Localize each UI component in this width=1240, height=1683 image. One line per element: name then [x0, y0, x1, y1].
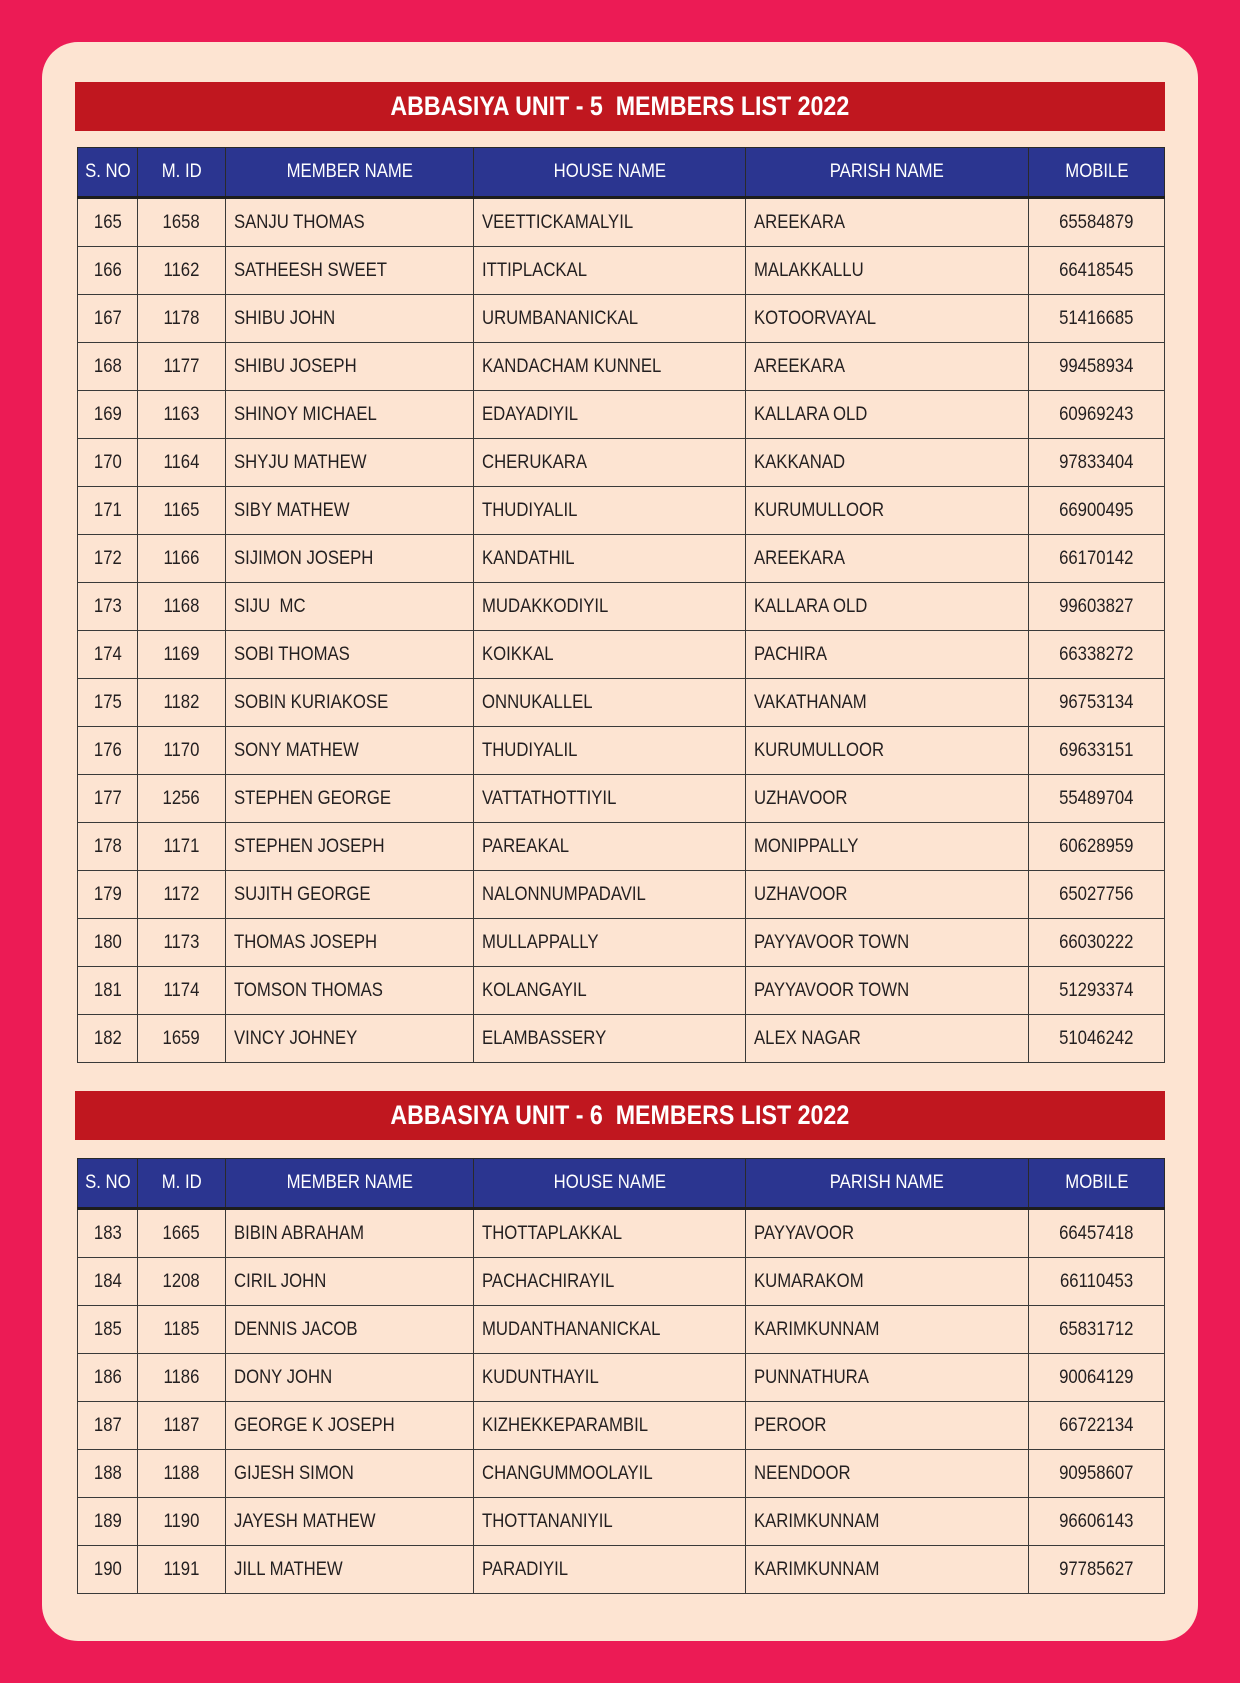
cell-sno: 165 [78, 198, 138, 247]
cell-mid: 1172 [138, 871, 226, 919]
cell-member-name: SHIBU JOSEPH [226, 343, 474, 391]
header-parish-name: PARISH NAME [746, 1159, 1029, 1209]
cell-parish-name: ALEX NAGAR [746, 1015, 1029, 1063]
cell-mid: 1177 [138, 343, 226, 391]
cell-sno: 181 [78, 967, 138, 1015]
cell-parish-name: KURUMULLOOR [746, 487, 1029, 535]
cell-member-name: SATHEESH SWEET [226, 247, 474, 295]
cell-mobile: 69633151 [1029, 727, 1165, 775]
cell-house-name: MUDAKKODIYIL [474, 583, 746, 631]
table-row [78, 439, 1165, 487]
unit6-title [75, 1091, 1165, 1140]
cell-member-name: SHINOY MICHAEL [226, 391, 474, 439]
cell-mid: 1168 [138, 583, 226, 631]
cell-house-name: ONNUKALLEL [474, 679, 746, 727]
cell-sno: 188 [78, 1450, 138, 1498]
table-row [78, 487, 1165, 535]
cell-mid: 1208 [138, 1258, 226, 1306]
cell-house-name: THOTTANANIYIL [474, 1498, 746, 1546]
cell-parish-name: AREEKARA [746, 343, 1029, 391]
cell-house-name: KUDUNTHAYIL [474, 1354, 746, 1402]
cell-parish-name: KURUMULLOOR [746, 727, 1029, 775]
cell-sno: 190 [78, 1546, 138, 1594]
cell-member-name: DENNIS JACOB [226, 1306, 474, 1354]
cell-house-name: CHANGUMMOOLAYIL [474, 1450, 746, 1498]
cell-sno: 170 [78, 439, 138, 487]
table-header-row [78, 1159, 1165, 1209]
cell-parish-name: PEROOR [746, 1402, 1029, 1450]
cell-sno: 176 [78, 727, 138, 775]
cell-mobile: 65027756 [1029, 871, 1165, 919]
cell-parish-name: AREEKARA [746, 198, 1029, 247]
header-mid: M. ID [138, 148, 226, 198]
cell-mid: 1164 [138, 439, 226, 487]
cell-mobile: 65584879 [1029, 198, 1165, 247]
cell-mobile: 60969243 [1029, 391, 1165, 439]
cell-member-name: SHIBU JOHN [226, 295, 474, 343]
cell-parish-name: KAKKANAD [746, 439, 1029, 487]
cell-house-name: MULLAPPALLY [474, 919, 746, 967]
header-member-name: MEMBER NAME [226, 148, 474, 198]
cell-member-name: JAYESH MATHEW [226, 1498, 474, 1546]
cell-sno: 166 [78, 247, 138, 295]
cell-house-name: CHERUKARA [474, 439, 746, 487]
table-row [78, 535, 1165, 583]
cell-mid: 1162 [138, 247, 226, 295]
cell-mobile: 97785627 [1029, 1546, 1165, 1594]
table-row [78, 1209, 1165, 1258]
cell-member-name: SOBI THOMAS [226, 631, 474, 679]
cell-mid: 1170 [138, 727, 226, 775]
cell-parish-name: MONIPPALLY [746, 823, 1029, 871]
cell-member-name: SIBY MATHEW [226, 487, 474, 535]
cell-house-name: THUDIYALIL [474, 727, 746, 775]
header-mid: M. ID [138, 1159, 226, 1209]
cell-mobile: 66110453 [1029, 1258, 1165, 1306]
table-row [78, 1015, 1165, 1063]
cell-parish-name: KALLARA OLD [746, 391, 1029, 439]
cell-mobile: 66338272 [1029, 631, 1165, 679]
cell-house-name: ITTIPLACKAL [474, 247, 746, 295]
cell-sno: 169 [78, 391, 138, 439]
cell-parish-name: PUNNATHURA [746, 1354, 1029, 1402]
cell-mid: 1173 [138, 919, 226, 967]
cell-sno: 182 [78, 1015, 138, 1063]
table-row [78, 1354, 1165, 1402]
cell-mid: 1182 [138, 679, 226, 727]
cell-mid: 1665 [138, 1209, 226, 1258]
cell-parish-name: UZHAVOOR [746, 871, 1029, 919]
table-row [78, 631, 1165, 679]
cell-sno: 167 [78, 295, 138, 343]
cell-sno: 172 [78, 535, 138, 583]
cell-house-name: PAREAKAL [474, 823, 746, 871]
cell-mobile: 66030222 [1029, 919, 1165, 967]
cell-mid: 1188 [138, 1450, 226, 1498]
cell-sno: 183 [78, 1209, 138, 1258]
header-mobile: MOBILE [1029, 148, 1165, 198]
cell-parish-name: KUMARAKOM [746, 1258, 1029, 1306]
cell-member-name: VINCY JOHNEY [226, 1015, 474, 1063]
header-house-name: HOUSE NAME [474, 1159, 746, 1209]
cell-mid: 1190 [138, 1498, 226, 1546]
cell-mobile: 55489704 [1029, 775, 1165, 823]
table-row [78, 1450, 1165, 1498]
cell-house-name: KOIKKAL [474, 631, 746, 679]
cell-member-name: GEORGE K JOSEPH [226, 1402, 474, 1450]
table-row [78, 1546, 1165, 1594]
cell-sno: 187 [78, 1402, 138, 1450]
cell-sno: 189 [78, 1498, 138, 1546]
cell-mid: 1659 [138, 1015, 226, 1063]
cell-mobile: 60628959 [1029, 823, 1165, 871]
cell-mobile: 90064129 [1029, 1354, 1165, 1402]
header-house-name: HOUSE NAME [474, 148, 746, 198]
cell-parish-name: NEENDOOR [746, 1450, 1029, 1498]
cell-house-name: MUDANTHANANICKAL [474, 1306, 746, 1354]
cell-sno: 177 [78, 775, 138, 823]
cell-member-name: DONY JOHN [226, 1354, 474, 1402]
table-row [78, 919, 1165, 967]
cell-house-name: THUDIYALIL [474, 487, 746, 535]
cell-house-name: EDAYADIYIL [474, 391, 746, 439]
cell-house-name: VEETTICKAMALYIL [474, 198, 746, 247]
cell-house-name: VATTATHOTTIYIL [474, 775, 746, 823]
cell-mobile: 66722134 [1029, 1402, 1165, 1450]
cell-mid: 1178 [138, 295, 226, 343]
unit5-title-text: ABBASIYA UNIT - 5 MEMBERS LIST 2022 [390, 91, 850, 121]
table-row [78, 391, 1165, 439]
table-header-row [78, 148, 1165, 198]
cell-parish-name: KOTOORVAYAL [746, 295, 1029, 343]
cell-parish-name: PACHIRA [746, 631, 1029, 679]
unit6-members-table [77, 1158, 1165, 1594]
table-row [78, 679, 1165, 727]
table-row [78, 247, 1165, 295]
cell-house-name: KOLANGAYIL [474, 967, 746, 1015]
cell-mid: 1163 [138, 391, 226, 439]
cell-sno: 168 [78, 343, 138, 391]
header-sno: S. NO [78, 148, 138, 198]
header-member-name: MEMBER NAME [226, 1159, 474, 1209]
cell-mobile: 65831712 [1029, 1306, 1165, 1354]
cell-member-name: BIBIN ABRAHAM [226, 1209, 474, 1258]
cell-mid: 1166 [138, 535, 226, 583]
table-row [78, 775, 1165, 823]
cell-parish-name: PAYYAVOOR TOWN [746, 967, 1029, 1015]
cell-parish-name: KARIMKUNNAM [746, 1306, 1029, 1354]
cell-parish-name: AREEKARA [746, 535, 1029, 583]
table-row [78, 727, 1165, 775]
table-row [78, 583, 1165, 631]
cell-member-name: SOBIN KURIAKOSE [226, 679, 474, 727]
cell-mobile: 66418545 [1029, 247, 1165, 295]
cell-sno: 179 [78, 871, 138, 919]
cell-mobile: 96606143 [1029, 1498, 1165, 1546]
cell-house-name: KANDACHAM KUNNEL [474, 343, 746, 391]
cell-member-name: JILL MATHEW [226, 1546, 474, 1594]
unit5-members-table [77, 147, 1165, 1063]
table-row [78, 198, 1165, 247]
header-parish-name: PARISH NAME [746, 148, 1029, 198]
cell-sno: 186 [78, 1354, 138, 1402]
cell-parish-name: KALLARA OLD [746, 583, 1029, 631]
cell-mobile: 90958607 [1029, 1450, 1165, 1498]
unit5-title [75, 82, 1165, 131]
cell-mobile: 51293374 [1029, 967, 1165, 1015]
cell-member-name: SIJIMON JOSEPH [226, 535, 474, 583]
cell-mobile: 66457418 [1029, 1209, 1165, 1258]
cell-mobile: 97833404 [1029, 439, 1165, 487]
cell-parish-name: PAYYAVOOR [746, 1209, 1029, 1258]
cell-sno: 174 [78, 631, 138, 679]
cell-mobile: 66900495 [1029, 487, 1165, 535]
cell-mobile: 51416685 [1029, 295, 1165, 343]
cell-mid: 1186 [138, 1354, 226, 1402]
cell-house-name: THOTTAPLAKKAL [474, 1209, 746, 1258]
cell-parish-name: UZHAVOOR [746, 775, 1029, 823]
cell-member-name: SONY MATHEW [226, 727, 474, 775]
cell-sno: 184 [78, 1258, 138, 1306]
table-row [78, 1402, 1165, 1450]
cell-sno: 173 [78, 583, 138, 631]
table-row [78, 967, 1165, 1015]
header-sno: S. NO [78, 1159, 138, 1209]
cell-house-name: PARADIYIL [474, 1546, 746, 1594]
cell-mid: 1169 [138, 631, 226, 679]
table-row [78, 295, 1165, 343]
cell-mobile: 96753134 [1029, 679, 1165, 727]
cell-house-name: KIZHEKKEPARAMBIL [474, 1402, 746, 1450]
cell-mid: 1256 [138, 775, 226, 823]
table-row [78, 823, 1165, 871]
unit6-title-text: ABBASIYA UNIT - 6 MEMBERS LIST 2022 [390, 1100, 850, 1130]
cell-mid: 1171 [138, 823, 226, 871]
cell-member-name: THOMAS JOSEPH [226, 919, 474, 967]
cell-parish-name: MALAKKALLU [746, 247, 1029, 295]
table-row [78, 343, 1165, 391]
cell-mid: 1174 [138, 967, 226, 1015]
cell-member-name: CIRIL JOHN [226, 1258, 474, 1306]
cell-mobile: 99603827 [1029, 583, 1165, 631]
cell-mid: 1187 [138, 1402, 226, 1450]
cell-parish-name: KARIMKUNNAM [746, 1546, 1029, 1594]
cell-parish-name: KARIMKUNNAM [746, 1498, 1029, 1546]
cell-house-name: PACHACHIRAYIL [474, 1258, 746, 1306]
table-row [78, 871, 1165, 919]
cell-sno: 180 [78, 919, 138, 967]
table-row [78, 1498, 1165, 1546]
cell-parish-name: PAYYAVOOR TOWN [746, 919, 1029, 967]
cell-member-name: SHYJU MATHEW [226, 439, 474, 487]
cell-member-name: SUJITH GEORGE [226, 871, 474, 919]
cell-sno: 171 [78, 487, 138, 535]
cell-house-name: NALONNUMPADAVIL [474, 871, 746, 919]
cell-member-name: TOMSON THOMAS [226, 967, 474, 1015]
cell-sno: 175 [78, 679, 138, 727]
cell-parish-name: VAKATHANAM [746, 679, 1029, 727]
cell-member-name: GIJESH SIMON [226, 1450, 474, 1498]
cell-house-name: ELAMBASSERY [474, 1015, 746, 1063]
cell-sno: 178 [78, 823, 138, 871]
table-row [78, 1306, 1165, 1354]
cell-member-name: STEPHEN JOSEPH [226, 823, 474, 871]
cell-mid: 1191 [138, 1546, 226, 1594]
cell-member-name: SIJU MC [226, 583, 474, 631]
cell-member-name: STEPHEN GEORGE [226, 775, 474, 823]
header-mobile: MOBILE [1029, 1159, 1165, 1209]
cell-mid: 1658 [138, 198, 226, 247]
cell-mid: 1165 [138, 487, 226, 535]
cell-sno: 185 [78, 1306, 138, 1354]
cell-house-name: KANDATHIL [474, 535, 746, 583]
cell-mid: 1185 [138, 1306, 226, 1354]
cell-mobile: 66170142 [1029, 535, 1165, 583]
cell-member-name: SANJU THOMAS [226, 198, 474, 247]
cell-mobile: 51046242 [1029, 1015, 1165, 1063]
cell-house-name: URUMBANANICKAL [474, 295, 746, 343]
cell-mobile: 99458934 [1029, 343, 1165, 391]
table-row [78, 1258, 1165, 1306]
